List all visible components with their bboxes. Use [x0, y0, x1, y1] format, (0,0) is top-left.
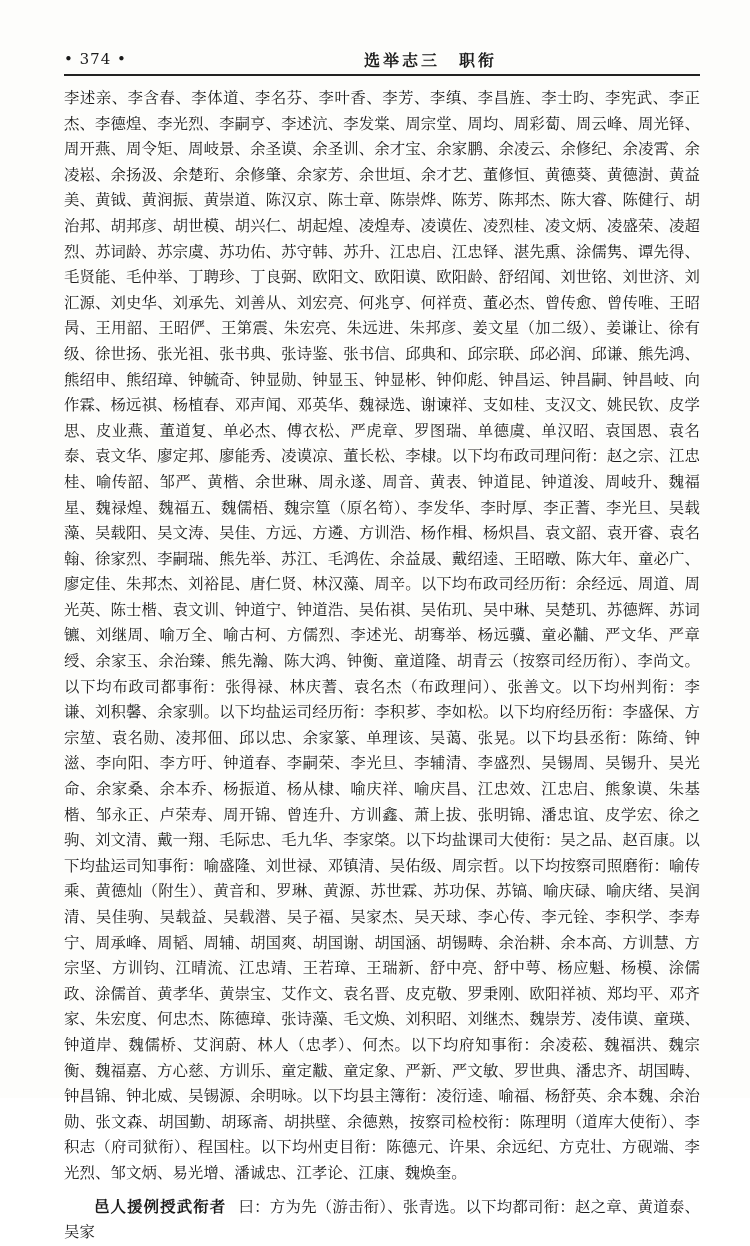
- header-rule: [64, 74, 700, 76]
- page-header: [64, 46, 700, 74]
- section-heading: 邑人援例授武衔者: [94, 1197, 227, 1216]
- section-paragraph: [64, 1195, 700, 1246]
- main-paragraph: 李述亲、李含春、李体道、李名芬、李叶香、李芳、李缜、李昌旌、李士昀、李宪武、李正杰、李德煌、李光烈、李嗣亨、李述沆、李发棠、周宗堂、周均、周彩蔔、周云峰、周光铎、周开燕、周令矩、周岐景、余圣谟、余圣训、余才宝、余家鹏、余凌云、余修纪、余凌霄、余凌崧、余扬汲、余楚珩、余修肇、余家芳、余世垣、余才艺、董修恒、黄德葵、黄德澍、黄益美、黄钺、黄润振、黄崇道、陈汉京、陈士章、陈崇烨、陈芳、陈邦杰、陈大睿、陈健行、胡治邦、胡邦彦、胡世模、胡兴仁、胡起煌、凌煌寿、凌谟佐、凌烈桂、凌文炳、凌盛荣、凌超烈、苏词龄、苏宗虞、苏功佑、苏守韩、苏升、江忠启、江忠铎、湛先熏、涂儒隽、谭先得、毛贤能、毛仲举、丁聘珍、丁良弼、欧阳文、欧阳谟、欧阳龄、舒绍闻、刘世铭、刘世济、刘汇源、刘史华、刘承先、刘善从、刘宏亮、何兆亨、何祥贲、董必杰、曾传愈、曾传唯、王昭昺、王用韶、王昭俨、王第震、朱宏亮、朱远进、朱邦彦、姜文星（加二级）、姜谦让、徐有级、徐世扬、张光祖、张书典、张诗鉴、张书信、邱典和、邱宗联、邱必润、邱谦、熊先鸿、熊绍申、熊绍璋、钟毓奇、钟显勋、钟显玉、钟显彬、钟仰彪、钟昌运、钟昌嗣、钟昌岐、向作霖、杨远祺、杨植春、邓声闻、邓英华、魏禄选、谢谏祥、支如桂、支汉文、姚民钦、皮学思、皮业燕、董道复、单必杰、傅衣松、严虎章、罗图瑞、单德虞、单汉昭、袁国恩、袁名泰、袁文华、廖定邦、廖能秀、凌谟凉、董长松、李棣。以下均布政司理问衔：赵之宗、江忠桂、喻传韶、邹严、黄楷、余世琳、周永遂、周音、黄表、钟道昆、钟道浚、周岐升、魏福星、魏禄煌、魏福五、魏儒梧、魏宗篁（原名笱）、李发华、李时厚、李正蓍、李光旦、吴载藻、吴载阳、吴文涛、吴佳、方远、方遴、方训浩、杨作楫、杨炽昌、袁文韶、袁开睿、袁名翰、徐家烈、李嗣瑞、熊先举、苏江、毛鸿佐、余益晟、戴绍逵、王昭暾、陈大年、童必广、廖定佳、朱邦杰、刘裕昆、唐仁贤、林汉藻、周辛。以下均布政司经历衔：余经远、周道、周光英、陈士楷、袁文训、钟道宁、钟道浩、吴佑祺、吴佑玑、吴中琳、吴楚玑、苏德辉、苏词镳、刘继周、喻万全、喻古柯、方儒烈、李述光、胡骞举、杨远骥、童必黼、严文华、严章绶、余家玉、余治臻、熊先瀚、陈大鸿、钟衡、童道隆、胡青云（按察司经历衔）、李尚文。以下均布政司都事衔：张得禄、林庆蓍、袁名杰（布政理问）、张善文。以下均州判衔：李谦、刘积馨、余家驯。以下均盐运司经历衔：李积芗、李如松。以下均府经历衔：李盛保、方宗堃、袁名勋、凌邦佃、邱以忠、余家篆、单理该、吴蔼、张晃。以下均县丞衔：陈绮、钟滋、李向阳、李方吁、钟道春、李嗣荣、李光旦、李辅清、李盛烈、吴锡周、吴锡升、吴光命、余家桑、余本乔、杨振道、杨从棣、喻庆祥、喻庆昌、江忠效、江忠启、熊象谟、朱基楷、邹永正、卢荣寿、周开锦、曾连升、方训鑫、萧上拔、张明锦、潘忠谊、皮学宏、徐之驹、刘文清、戴一翔、毛际忠、毛九华、李家棨。以下均盐课司大使衔：吴之品、赵百康。以下均盐运司知事衔：喻盛隆、刘世禄、邓镇清、吴佑级、周宗哲。以下均按察司照磨衔：喻传乘、黄德灿（附生）、黄音和、罗琳、黄源、苏世霖、苏功保、苏镐、喻庆碌、喻庆绪、吴润清、吴佳驹、吴载益、吴载潜、吴子福、吴家杰、吴天球、李心传、李元铨、李积学、李寿宁、周承峰、周韬、周辅、胡国爽、胡国谢、胡国涵、胡锡畴、余治耕、余本高、方训慧、方宗坚、方训钧、江晴流、江忠靖、王若璋、王瑞新、舒中亮、舒中萼、杨应魁、杨模、涂儒政、涂儒首、黄孝华、黄崇宝、艾作文、袁名晋、皮克敬、罗秉刚、欧阳祥祯、郑均平、邓齐家、朱宏度、何忠杰、陈德璋、张诗藻、毛文焕、刘积昭、刘继杰、魏崇芳、凌伟谟、童瑛、钟道岸、魏儒桥、艾润蔚、林人（忠孝）、何杰。以下均府知事衔：余凌菘、魏福洪、魏宗衡、魏福嘉、方心慈、方训乐、童定黻、童定象、严新、严文敏、罗世典、潘忠齐、胡国畴、钟昌锦、钟北威、吴锡源、余明咏。以下均县主簿衔：凌衍逵、喻福、杨舒英、余本魏、余治勋、张文森、胡国勤、胡琢斋、胡拱壁、余德熟，按察司检校衔：陈理明（道库大使衔）、李积志（府司狱衔）、程国柱。以下均州吏目衔：陈德元、许果、余远纪、方克壮、方砚端、李光烈、邹文炳、易光增、潘诚忠、江孝论、江康、魏焕奎。: [64, 89, 700, 1182]
- running-title: 选举志三 职衔: [364, 51, 498, 70]
- page-number: • 374 •: [64, 50, 127, 68]
- section-text: 曰：方为先（游击衔）、张青选。以下均都司衔：赵之章、黄道泰、吴家: [64, 1197, 700, 1242]
- body-text: [64, 86, 700, 1246]
